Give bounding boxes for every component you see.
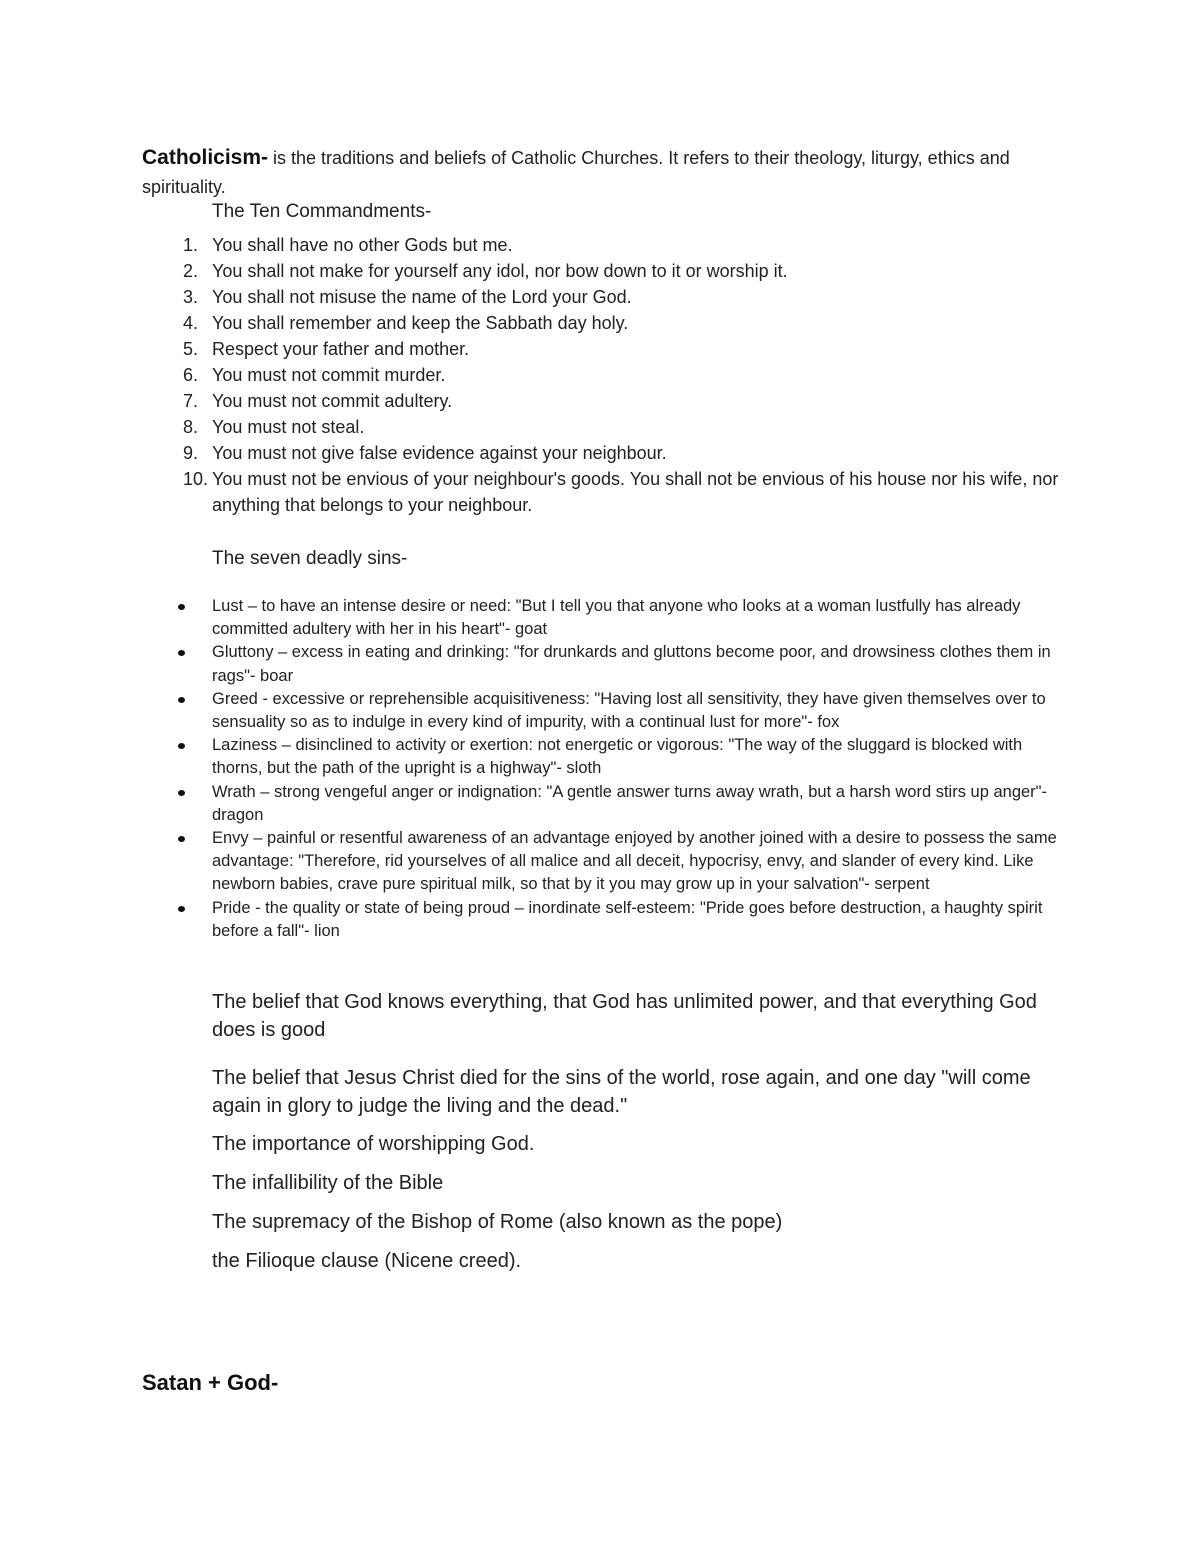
belief-paragraph: The importance of worshipping God. [212, 1133, 535, 1155]
commandment-item [142, 258, 1072, 284]
commandment-number: 3. [183, 287, 199, 307]
sin-text: Laziness – disinclined to activity or exertion: not energetic or vigorous: "The way of the sluggard is blocked with thorns, but the path of the upright is a highway"- sloth [212, 736, 1023, 778]
commandment-text: You must not steal. [212, 417, 365, 437]
belief-paragraph: The infallibility of the Bible [212, 1172, 444, 1194]
belief-paragraph: The belief that God knows everything, that God has unlimited power, and that everything God does is good [212, 991, 1037, 1041]
commandments-list [142, 232, 1072, 518]
commandment-item [142, 310, 1072, 336]
sins-list [142, 595, 1072, 943]
commandment-text: You must not give false evidence against your neighbour. [212, 443, 667, 463]
bullet-icon [142, 734, 212, 780]
bullet-icon [142, 595, 212, 641]
commandment-text: You must not be envious of your neighbour's goods. You shall not be envious of his house nor his wife, nor anything that belongs to your neighbour. [212, 469, 1059, 515]
sin-item [142, 734, 1072, 780]
catholicism-term: Catholicism- [142, 146, 269, 169]
sin-text: Wrath – strong vengeful anger or indignation: "A gentle answer turns away wrath, but a harsh word stirs up anger"- dragon [212, 782, 1048, 824]
belief-paragraph: the Filioque clause (Nicene creed). [212, 1250, 522, 1272]
commandment-number: 5. [183, 339, 199, 359]
commandment-text: You shall not make for yourself any idol, nor bow down to it or worship it. [212, 261, 788, 281]
bullet-icon [142, 641, 212, 687]
commandment-text: Respect your father and mother. [212, 339, 470, 359]
sin-text: Greed - excessive or reprehensible acquisitiveness: "Having lost all sensitivity, they have given themselves over to sensuality so as to indulge in every kind of impurity, with a continual lust for more"- fox [212, 689, 1046, 732]
commandment-item [142, 284, 1072, 310]
bullet-icon [142, 688, 212, 734]
commandment-number: 4. [183, 313, 199, 333]
beliefs-section [212, 988, 1072, 1275]
commandments-heading: The Ten Commandments- [212, 201, 432, 222]
satan-god-heading: Satan + God- [142, 1370, 279, 1395]
commandment-item [142, 388, 1072, 414]
commandment-number: 10. [183, 469, 209, 489]
sin-item [142, 688, 1072, 734]
sin-text: Lust – to have an intense desire or need: "But I tell you that anyone who looks at a woman lustfully has already committed adultery with her in his heart"- goat [212, 597, 1021, 639]
commandment-number: 9. [183, 443, 199, 463]
commandment-item [142, 466, 1072, 518]
sins-heading: The seven deadly sins- [212, 548, 408, 569]
bullet-icon [142, 827, 212, 897]
belief-paragraph: The supremacy of the Bishop of Rome (also known as the pope) [212, 1211, 783, 1233]
catholicism-definition: is the traditions and beliefs of Catholic Churches. It refers to their theology, liturgy, ethics and spirituality. [142, 148, 1010, 197]
commandment-text: You must not commit adultery. [212, 391, 453, 411]
sin-text: Envy – painful or resentful awareness of an advantage enjoyed by another joined with a desire to possess the same advantage: "Therefore, rid yourselves of all malice and all deceit, hypocrisy, envy, and slander of every kind. Like newborn babies, crave pure spiritual milk, so that by it you may grow up in your salvation"- serpent [212, 829, 1057, 894]
commandment-number: 6. [183, 365, 199, 385]
intro-paragraph [142, 143, 1062, 202]
commandment-number: 1. [183, 235, 199, 255]
commandment-text: You shall remember and keep the Sabbath day holy. [212, 313, 629, 333]
commandment-number: 2. [183, 261, 199, 281]
commandment-text: You shall not misuse the name of the Lord your God. [212, 287, 632, 307]
bullet-icon [142, 897, 212, 943]
sin-item [142, 595, 1072, 641]
sin-item [142, 641, 1072, 687]
belief-paragraph: The belief that Jesus Christ died for the sins of the world, rose again, and one day "will come again in glory to judge the living and the dead." [212, 1067, 1031, 1117]
commandment-item [142, 440, 1072, 466]
commandment-item [142, 232, 1072, 258]
bullet-icon [142, 781, 212, 827]
commandment-item [142, 414, 1072, 440]
sin-text: Pride - the quality or state of being proud – inordinate self-esteem: "Pride goes before destruction, a haughty spirit before a fall"- lion [212, 898, 1043, 940]
sin-item [142, 827, 1072, 897]
commandment-item [142, 336, 1072, 362]
commandment-item [142, 362, 1072, 388]
sin-item [142, 897, 1072, 943]
commandment-text: You shall have no other Gods but me. [212, 235, 513, 255]
sin-item [142, 781, 1072, 827]
commandment-number: 8. [183, 417, 199, 437]
commandment-number: 7. [183, 391, 199, 411]
commandment-text: You must not commit murder. [212, 365, 446, 385]
sin-text: Gluttony – excess in eating and drinking: "for drunkards and gluttons become poor, and drowsiness clothes them in rags"- boar [212, 643, 1051, 685]
